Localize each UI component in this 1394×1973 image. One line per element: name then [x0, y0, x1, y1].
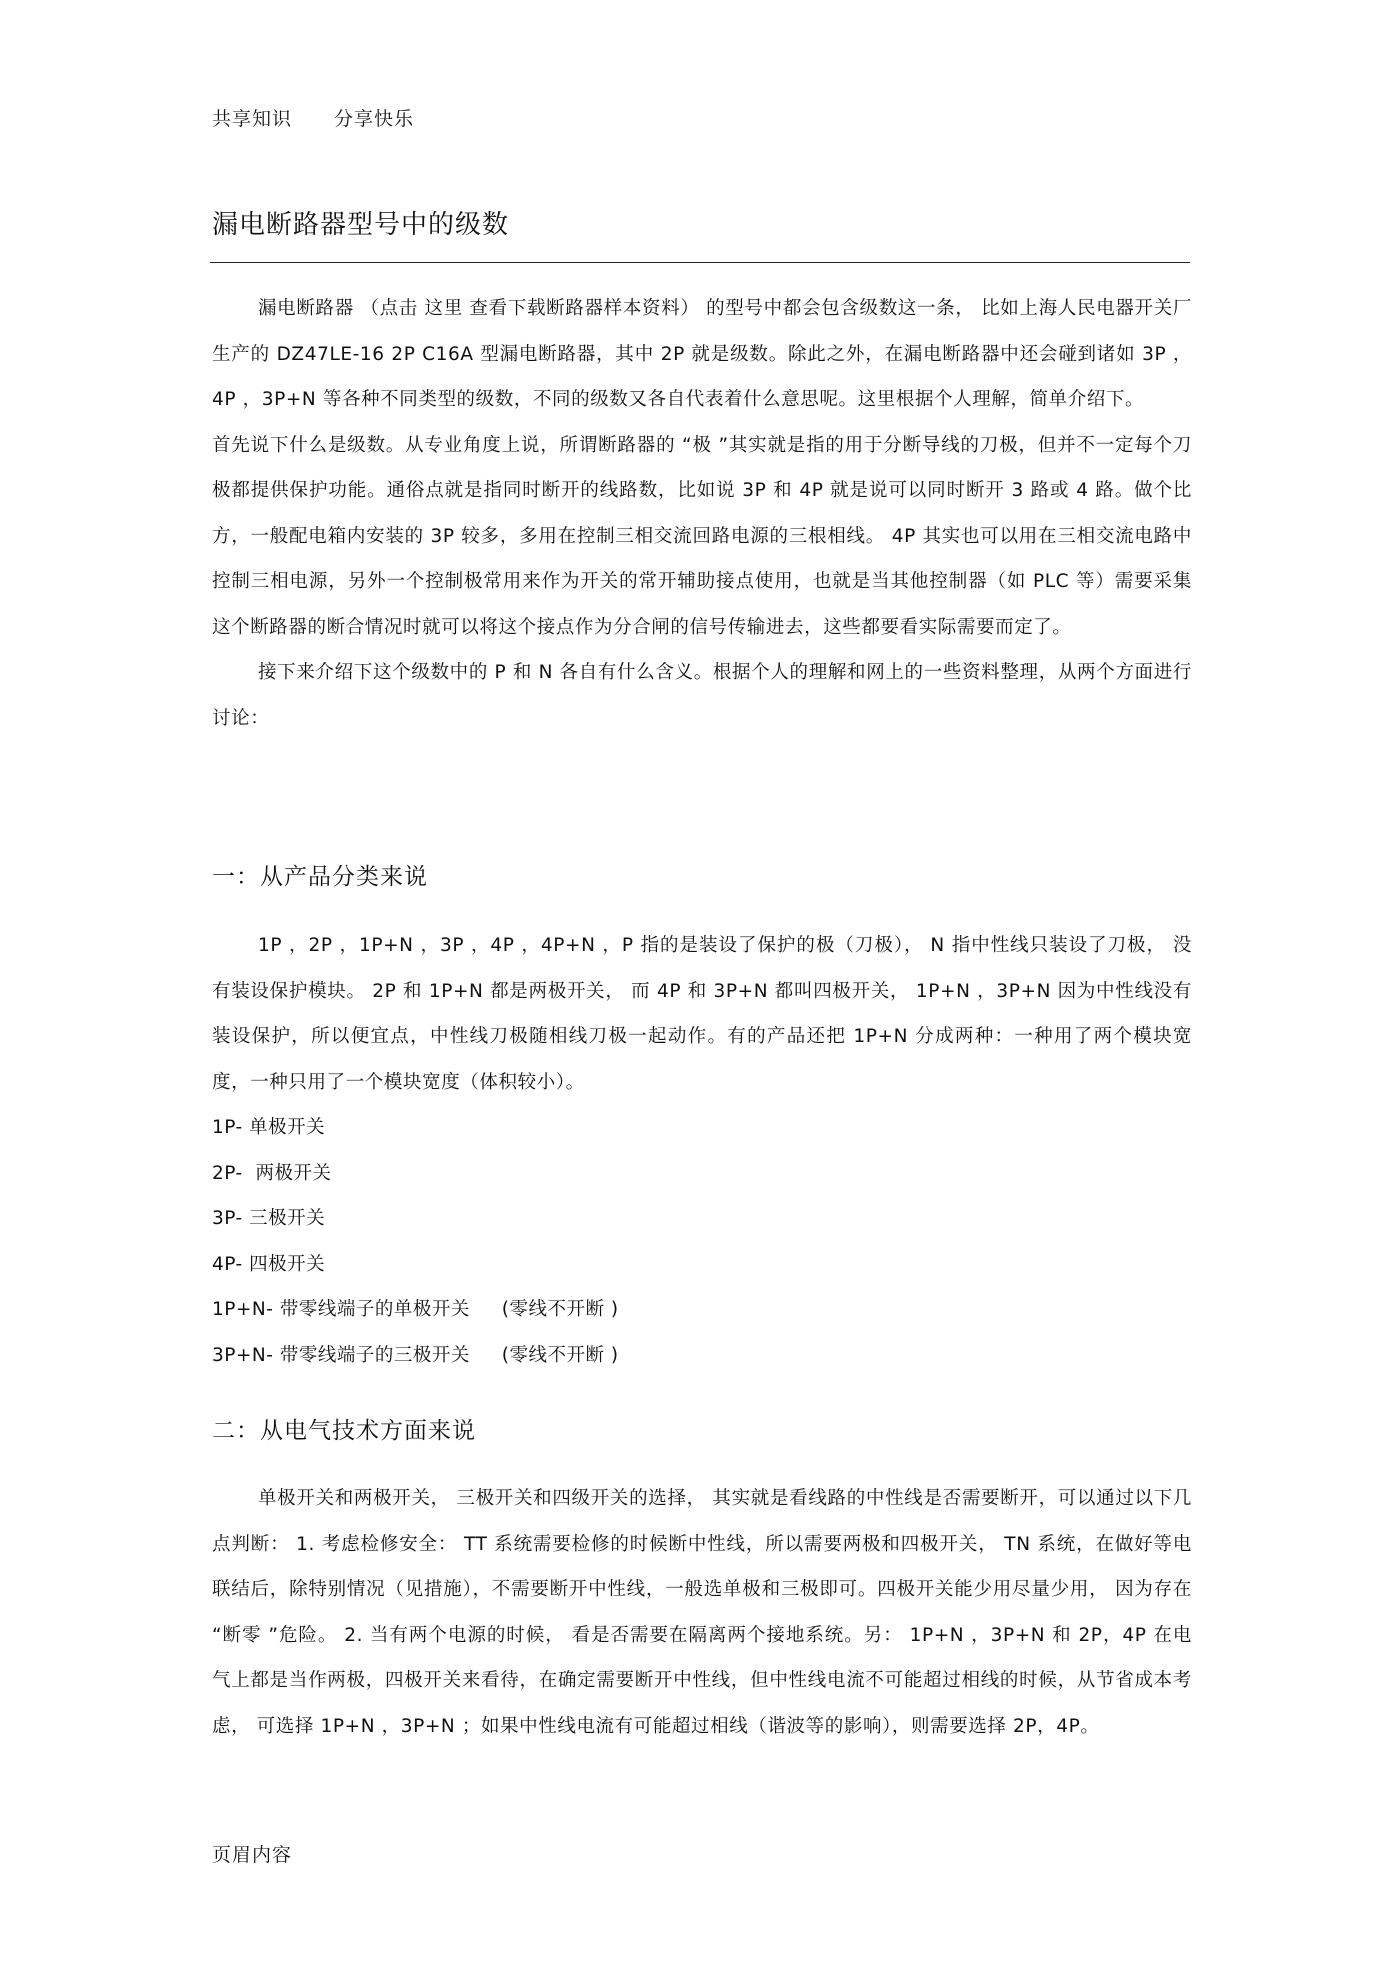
- intro-paragraph-2: 首先说下什么是级数。从专业角度上说，所谓断路器的 “极 ”其实就是指的用于分断导线的刀极，但并不一定每个刀极都提供保护功能。通俗点就是指同时断开的线路数，比如说 3P 和 4P 就是说可以同时断开 3 路或 4 路。做个比方，一般配电箱内安装的 3P 较多，多用在控制三相交流回路电源的三根相线。 4P 其实也可以用在三相交流电路中控制三相电源，另外一个控制极常用来作为开关的常开辅助接点使用，也就是当其他控制器（如 PLC 等）需要采集这个断路器的断合情况时就可以将这个接点作为分合闸的信号传输进去，这些都要看实际需要而定了。: [212, 434, 1192, 638]
- section2-heading: 二：从电气技术方面来说: [212, 1418, 476, 1444]
- intro-paragraph-3: 接下来介绍下这个级数中的 P 和 N 各自有什么含义。根据个人的理解和网上的一些资料整理，从两个方面进行讨论：: [212, 662, 1192, 729]
- section1-paragraph: 1P ，2P ，1P+N ，3P ，4P ，4P+N ，P 指的是装设了保护的极（刀极）， N 指中性线只装设了刀极， 没有装设保护模块。 2P 和 1P+N 都是两极开关， 而 4P 和 3P+N 都叫四极开关， 1P+N ，3P+N 因为中性线没有装设保护，所以便宜点，中性线刀极随相线刀极一起动作。有的产品还把 1P+N 分成两种：一种用了两个模块宽度，一种只用了一个模块宽度（体积较小）。: [212, 935, 1192, 1093]
- title-divider: [210, 262, 1190, 263]
- pole-type-list: [212, 1105, 619, 1378]
- intro-section: [212, 286, 1192, 741]
- page-footer: 页眉内容: [212, 1844, 293, 1866]
- list-item: 3P- 三极开关: [212, 1208, 326, 1229]
- section2-paragraph: 单极开关和两极开关， 三极开关和四级开关的选择， 其实就是看线路的中性线是否需要断开，可以通过以下几点判断： 1. 考虑检修安全： TT 系统需要检修的时候断中性线，所以需要两极和四极开关， TN 系统，在做好等电联结后，除特别情况（见措施），不需要断开中性线，一般选单极和三极即可。四极开关能少用尽量少用， 因为存在 “断零 ”危险。 2. 当有两个电源的时候， 看是否需要在隔离两个接地系统。另： 1P+N ，3P+N 和 2P，4P 在电气上都是当作两极，四极开关来看待，在确定需要断开中性线，但中性线电流不可能超过相线的时候，从节省成本考虑， 可选择 1P+N ，3P+N ；如果中性线电流有可能超过相线（谐波等的影响），则需要选择 2P，4P。: [212, 1488, 1192, 1737]
- section2-body: [212, 1476, 1192, 1749]
- intro-paragraph-1: 漏电断路器 （点击 这里 查看下载断路器样本资料） 的型号中都会包含级数这一条， 比如上海人民电器开关厂生产的 DZ47LE-16 2P C16A 型漏电断路器，其中 2P 就是级数。除此之外，在漏电断路器中还会碰到诸如 3P ，4P ，3P+N 等各种不同类型的级数，不同的级数又各自代表着什么意思呢。这里根据个人理解，简单介绍下。: [212, 298, 1192, 410]
- header-right-text: 分享快乐: [334, 108, 415, 130]
- document-title: 漏电断路器型号中的级数: [212, 210, 510, 240]
- list-item: 2P- 两极开关: [212, 1162, 332, 1184]
- header-left-text: 共享知识: [212, 108, 293, 130]
- list-item: 4P- 四极开关: [212, 1253, 326, 1275]
- section1-heading: 一：从产品分类来说: [212, 864, 428, 890]
- list-item: 3P+N- 带零线端子的三极开关 (零线不开断 ): [212, 1344, 619, 1366]
- page-header: [212, 104, 414, 131]
- section1-body: [212, 923, 1192, 1105]
- list-item: 1P- 单极开关: [212, 1117, 326, 1138]
- list-item: 1P+N- 带零线端子的单极开关 (零线不开断 ): [212, 1299, 619, 1320]
